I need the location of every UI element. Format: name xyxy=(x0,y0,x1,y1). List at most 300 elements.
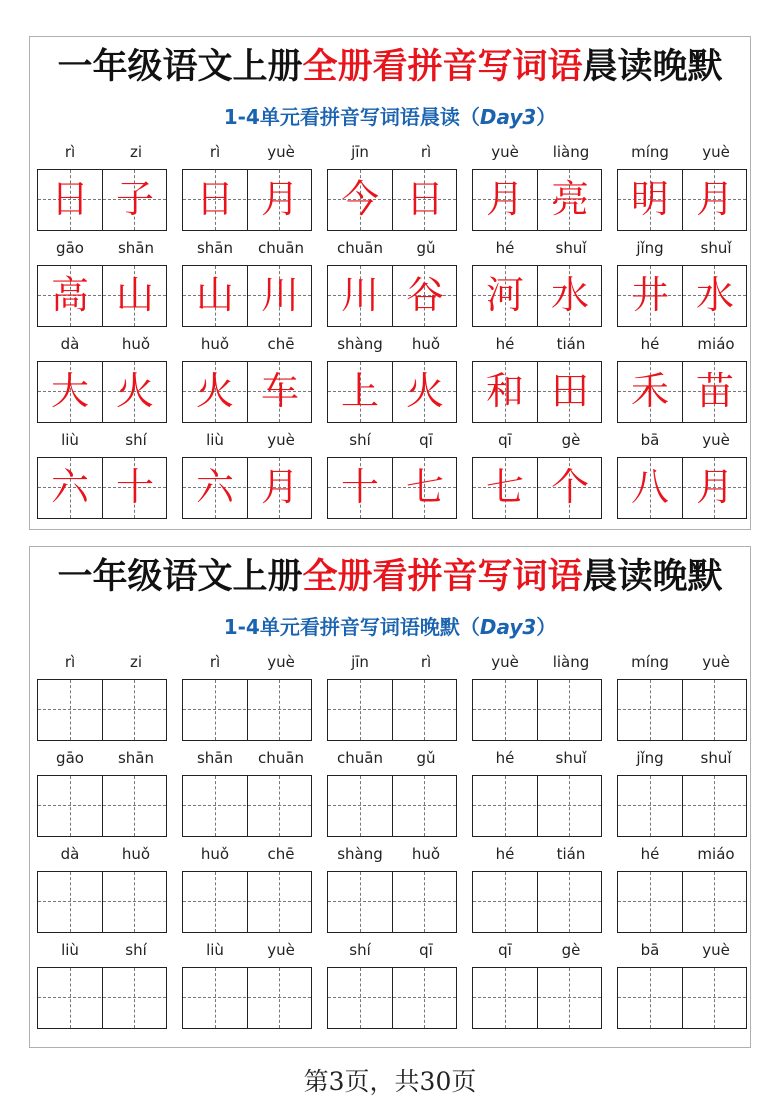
word-pair xyxy=(617,333,749,429)
grid-guide-line xyxy=(473,997,601,998)
hanzi-character: 和 xyxy=(485,369,524,413)
hanzi-character: 火 xyxy=(115,369,154,413)
pinyin-label: yuè xyxy=(491,653,519,671)
word-pair xyxy=(327,333,459,429)
hanzi-character: 日 xyxy=(405,177,444,221)
pinyin-label: míng xyxy=(631,143,669,161)
word-pair xyxy=(37,651,169,747)
hanzi-character: 七 xyxy=(485,465,524,509)
grid-guide-line xyxy=(328,901,456,902)
word-row xyxy=(37,333,751,429)
pinyin-label: gǔ xyxy=(416,239,436,257)
pinyin-label: jǐng xyxy=(636,749,664,767)
subtitle-day: Day3 xyxy=(479,105,537,129)
page-title xyxy=(30,557,750,597)
hanzi-character: 日 xyxy=(50,177,89,221)
word-pair xyxy=(472,939,604,1035)
pinyin-label: shàng xyxy=(337,845,383,863)
grid-guide-line xyxy=(38,709,166,710)
grid-guide-line xyxy=(247,968,248,1028)
pinyin-label: yuè xyxy=(267,143,295,161)
evening-subtitle xyxy=(30,611,750,640)
hanzi-character: 亮 xyxy=(550,177,589,221)
title-part-black-start: 一年级语文上册 xyxy=(57,556,303,597)
tian-zi-box-pair xyxy=(617,265,747,327)
pinyin-label: gāo xyxy=(56,239,84,257)
pinyin-label: chē xyxy=(267,845,295,863)
pinyin-label: shān xyxy=(117,239,155,257)
hanzi-character: 六 xyxy=(50,465,89,509)
pinyin-label: rì xyxy=(64,143,76,161)
grid-guide-line xyxy=(618,805,746,806)
word-row xyxy=(37,747,751,843)
grid-guide-line xyxy=(134,968,135,1028)
pinyin-label: shí xyxy=(349,941,371,959)
word-pair xyxy=(617,237,749,333)
grid-guide-line xyxy=(102,776,103,836)
word-pair xyxy=(37,429,169,525)
grid-guide-line xyxy=(505,776,506,836)
pinyin-label: qī xyxy=(419,431,433,449)
hanzi-character: 川 xyxy=(340,273,379,317)
word-row xyxy=(37,429,751,525)
grid-guide-line xyxy=(134,680,135,740)
grid-guide-line xyxy=(618,709,746,710)
writing-box-pair[interactable] xyxy=(327,679,457,741)
writing-box-pair[interactable] xyxy=(182,871,312,933)
grid-guide-line xyxy=(360,872,361,932)
pinyin-label: qī xyxy=(419,941,433,959)
pinyin-label: huǒ xyxy=(121,845,151,863)
grid-guide-line xyxy=(247,680,248,740)
grid-guide-line xyxy=(183,709,311,710)
hanzi-character: 月 xyxy=(260,465,299,509)
writing-box-pair[interactable] xyxy=(472,679,602,741)
word-pair xyxy=(182,747,314,843)
hanzi-character: 大 xyxy=(50,369,89,413)
grid-guide-line xyxy=(714,776,715,836)
pinyin-label: liù xyxy=(206,431,224,449)
grid-guide-line xyxy=(279,680,280,740)
writing-box-pair[interactable] xyxy=(37,679,167,741)
pinyin-label: miáo xyxy=(697,335,735,353)
hanzi-character: 明 xyxy=(630,177,669,221)
grid-guide-line xyxy=(473,901,601,902)
hanzi-character: 苗 xyxy=(695,369,734,413)
tian-zi-box-pair xyxy=(182,361,312,423)
word-pair xyxy=(37,237,169,333)
pinyin-label: shí xyxy=(125,431,147,449)
hanzi-character: 山 xyxy=(195,273,234,317)
pinyin-label: chuān xyxy=(258,239,304,257)
hanzi-character: 水 xyxy=(550,273,589,317)
hanzi-character: 六 xyxy=(195,465,234,509)
grid-guide-line xyxy=(473,709,601,710)
title-part-red: 全册看拼音写词语 xyxy=(302,556,583,597)
page-title xyxy=(30,47,750,87)
tian-zi-box-pair xyxy=(37,361,167,423)
grid-guide-line xyxy=(505,968,506,1028)
pinyin-label: shí xyxy=(125,941,147,959)
pinyin-label: shàng xyxy=(337,335,383,353)
grid-guide-line xyxy=(38,901,166,902)
hanzi-character: 车 xyxy=(260,369,299,413)
grid-guide-line xyxy=(215,776,216,836)
pinyin-label: dà xyxy=(60,845,80,863)
grid-guide-line xyxy=(505,872,506,932)
pinyin-label: shān xyxy=(196,749,234,767)
pinyin-label: yuè xyxy=(267,653,295,671)
pinyin-label: hé xyxy=(495,749,515,767)
tian-zi-box-pair xyxy=(37,169,167,231)
pinyin-label: chuān xyxy=(258,749,304,767)
grid-guide-line xyxy=(102,680,103,740)
word-pair xyxy=(182,141,314,237)
grid-guide-line xyxy=(328,997,456,998)
word-row xyxy=(37,939,751,1035)
word-pair xyxy=(617,651,749,747)
grid-guide-line xyxy=(102,872,103,932)
writing-box-pair[interactable] xyxy=(617,679,747,741)
grid-guide-line xyxy=(38,997,166,998)
grid-guide-line xyxy=(328,709,456,710)
grid-guide-line xyxy=(424,872,425,932)
writing-box-pair[interactable] xyxy=(472,967,602,1029)
grid-guide-line xyxy=(682,680,683,740)
word-pair xyxy=(327,141,459,237)
grid-guide-line xyxy=(714,872,715,932)
grid-guide-line xyxy=(247,776,248,836)
grid-guide-line xyxy=(392,968,393,1028)
word-grid xyxy=(37,651,751,1035)
word-pair xyxy=(472,237,604,333)
word-pair xyxy=(182,939,314,1035)
pinyin-label: hé xyxy=(495,845,515,863)
pinyin-label: hé xyxy=(640,845,660,863)
grid-guide-line xyxy=(70,680,71,740)
subtitle-text: 1-4单元看拼音写词语晚默（ xyxy=(223,615,480,639)
grid-guide-line xyxy=(183,997,311,998)
tian-zi-box-pair xyxy=(327,265,457,327)
hanzi-character: 八 xyxy=(630,465,669,509)
morning-subtitle xyxy=(30,101,750,130)
grid-guide-line xyxy=(70,968,71,1028)
grid-guide-line xyxy=(360,968,361,1028)
pinyin-label: shān xyxy=(117,749,155,767)
grid-guide-line xyxy=(70,776,71,836)
pinyin-label: liù xyxy=(61,431,79,449)
subtitle-close: ） xyxy=(536,105,557,129)
tian-zi-box-pair xyxy=(327,361,457,423)
word-row xyxy=(37,843,751,939)
hanzi-character: 水 xyxy=(695,273,734,317)
title-part-black-end: 晨读晚默 xyxy=(582,46,723,87)
pinyin-label: huǒ xyxy=(121,335,151,353)
word-pair xyxy=(327,651,459,747)
pinyin-label: jǐng xyxy=(636,239,664,257)
word-pair xyxy=(37,843,169,939)
tian-zi-box-pair xyxy=(327,169,457,231)
tian-zi-box-pair xyxy=(472,169,602,231)
grid-guide-line xyxy=(537,680,538,740)
grid-guide-line xyxy=(134,776,135,836)
pinyin-label: rì xyxy=(209,653,221,671)
word-pair xyxy=(617,747,749,843)
grid-guide-line xyxy=(392,872,393,932)
pinyin-label: gè xyxy=(561,941,581,959)
writing-box-pair[interactable] xyxy=(617,871,747,933)
grid-guide-line xyxy=(215,872,216,932)
pinyin-label: liù xyxy=(206,941,224,959)
grid-guide-line xyxy=(70,872,71,932)
word-pair xyxy=(472,429,604,525)
grid-guide-line xyxy=(714,968,715,1028)
hanzi-character: 川 xyxy=(260,273,299,317)
title-part-black-start: 一年级语文上册 xyxy=(57,46,303,87)
pinyin-label: huǒ xyxy=(411,335,441,353)
hanzi-character: 河 xyxy=(485,273,524,317)
word-row xyxy=(37,651,751,747)
grid-guide-line xyxy=(424,968,425,1028)
writing-box-pair[interactable] xyxy=(182,775,312,837)
pinyin-label: tián xyxy=(556,335,586,353)
tian-zi-box-pair xyxy=(617,169,747,231)
subtitle-close: ） xyxy=(536,615,557,639)
pinyin-label: yuè xyxy=(267,431,295,449)
pinyin-label: tián xyxy=(556,845,586,863)
pinyin-label: shuǐ xyxy=(555,749,587,767)
hanzi-character: 月 xyxy=(485,177,524,221)
grid-guide-line xyxy=(569,968,570,1028)
word-pair xyxy=(327,429,459,525)
hanzi-character: 日 xyxy=(195,177,234,221)
pinyin-label: rì xyxy=(209,143,221,161)
tian-zi-box-pair xyxy=(182,457,312,519)
writing-box-pair[interactable] xyxy=(182,679,312,741)
word-pair xyxy=(182,237,314,333)
word-pair xyxy=(182,333,314,429)
hanzi-character: 月 xyxy=(695,177,734,221)
hanzi-character: 禾 xyxy=(630,369,669,413)
morning-reading-panel xyxy=(29,36,751,530)
pinyin-label: shān xyxy=(196,239,234,257)
grid-guide-line xyxy=(537,872,538,932)
tian-zi-box-pair xyxy=(182,265,312,327)
grid-guide-line xyxy=(569,776,570,836)
evening-dictation-panel xyxy=(29,546,751,1048)
writing-box-pair[interactable] xyxy=(327,775,457,837)
word-pair xyxy=(37,141,169,237)
word-pair xyxy=(472,747,604,843)
tian-zi-box-pair xyxy=(472,457,602,519)
hanzi-character: 山 xyxy=(115,273,154,317)
tian-zi-box-pair xyxy=(182,169,312,231)
title-part-black-end: 晨读晚默 xyxy=(582,556,723,597)
word-row xyxy=(37,237,751,333)
subtitle-text: 1-4单元看拼音写词语晨读（ xyxy=(223,105,480,129)
grid-guide-line xyxy=(682,968,683,1028)
grid-guide-line xyxy=(215,680,216,740)
grid-guide-line xyxy=(279,872,280,932)
grid-guide-line xyxy=(360,680,361,740)
grid-guide-line xyxy=(650,968,651,1028)
word-pair xyxy=(617,843,749,939)
pinyin-label: liàng xyxy=(552,143,590,161)
pinyin-label: shí xyxy=(349,431,371,449)
grid-guide-line xyxy=(618,901,746,902)
hanzi-character: 月 xyxy=(695,465,734,509)
word-pair xyxy=(327,237,459,333)
pinyin-label: yuè xyxy=(267,941,295,959)
grid-guide-line xyxy=(279,968,280,1028)
pinyin-label: rì xyxy=(420,653,432,671)
pinyin-label: chuān xyxy=(337,239,383,257)
hanzi-character: 田 xyxy=(550,369,589,413)
pinyin-label: miáo xyxy=(697,845,735,863)
grid-guide-line xyxy=(537,968,538,1028)
grid-guide-line xyxy=(328,805,456,806)
word-pair xyxy=(472,651,604,747)
pinyin-label: jīn xyxy=(351,143,369,161)
tian-zi-box-pair xyxy=(472,361,602,423)
grid-guide-line xyxy=(650,872,651,932)
writing-box-pair[interactable] xyxy=(327,967,457,1029)
word-pair xyxy=(182,429,314,525)
pinyin-label: míng xyxy=(631,653,669,671)
hanzi-character: 个 xyxy=(550,465,589,509)
hanzi-character: 火 xyxy=(405,369,444,413)
word-pair xyxy=(617,939,749,1035)
word-pair xyxy=(182,651,314,747)
page-footer: 第3页，共30页 xyxy=(303,1067,477,1096)
word-pair xyxy=(327,747,459,843)
pinyin-label: huǒ xyxy=(200,335,230,353)
grid-guide-line xyxy=(215,968,216,1028)
word-pair xyxy=(327,939,459,1035)
word-pair xyxy=(37,747,169,843)
word-row xyxy=(37,141,751,237)
pinyin-label: shuǐ xyxy=(700,239,732,257)
pinyin-label: huǒ xyxy=(411,845,441,863)
word-pair xyxy=(37,939,169,1035)
pinyin-label: zi xyxy=(129,653,143,671)
pinyin-label: gè xyxy=(561,431,581,449)
pinyin-label: bā xyxy=(640,431,660,449)
pinyin-label: qī xyxy=(498,941,512,959)
writing-box-pair[interactable] xyxy=(37,871,167,933)
grid-guide-line xyxy=(650,776,651,836)
grid-guide-line xyxy=(473,805,601,806)
writing-box-pair[interactable] xyxy=(617,967,747,1029)
pinyin-label: qī xyxy=(498,431,512,449)
grid-guide-line xyxy=(424,776,425,836)
tian-zi-box-pair xyxy=(617,361,747,423)
word-pair xyxy=(472,843,604,939)
pinyin-label: chē xyxy=(267,335,295,353)
hanzi-character: 火 xyxy=(195,369,234,413)
pinyin-label: shuǐ xyxy=(555,239,587,257)
tian-zi-box-pair xyxy=(617,457,747,519)
pinyin-label: liàng xyxy=(552,653,590,671)
pinyin-label: rì xyxy=(420,143,432,161)
tian-zi-box-pair xyxy=(327,457,457,519)
hanzi-character: 今 xyxy=(340,177,379,221)
pinyin-label: gāo xyxy=(56,749,84,767)
tian-zi-box-pair xyxy=(37,457,167,519)
grid-guide-line xyxy=(279,776,280,836)
pinyin-label: huǒ xyxy=(200,845,230,863)
pinyin-label: hé xyxy=(495,239,515,257)
pinyin-label: bā xyxy=(640,941,660,959)
hanzi-character: 子 xyxy=(115,177,154,221)
pinyin-label: yuè xyxy=(702,143,730,161)
hanzi-character: 月 xyxy=(260,177,299,221)
pinyin-label: zi xyxy=(129,143,143,161)
pinyin-label: hé xyxy=(495,335,515,353)
writing-box-pair[interactable] xyxy=(37,967,167,1029)
grid-guide-line xyxy=(134,872,135,932)
word-grid xyxy=(37,141,751,525)
word-pair xyxy=(37,333,169,429)
grid-guide-line xyxy=(505,680,506,740)
writing-box-pair[interactable] xyxy=(472,775,602,837)
writing-box-pair[interactable] xyxy=(327,871,457,933)
word-pair xyxy=(327,843,459,939)
writing-box-pair[interactable] xyxy=(472,871,602,933)
grid-guide-line xyxy=(424,680,425,740)
pinyin-label: dà xyxy=(60,335,80,353)
grid-guide-line xyxy=(392,680,393,740)
pinyin-label: yuè xyxy=(491,143,519,161)
grid-guide-line xyxy=(102,968,103,1028)
grid-guide-line xyxy=(650,680,651,740)
grid-guide-line xyxy=(714,680,715,740)
grid-guide-line xyxy=(183,901,311,902)
grid-guide-line xyxy=(618,997,746,998)
subtitle-day: Day3 xyxy=(479,615,537,639)
hanzi-character: 十 xyxy=(115,465,154,509)
grid-guide-line xyxy=(392,776,393,836)
pinyin-label: hé xyxy=(640,335,660,353)
hanzi-character: 七 xyxy=(405,465,444,509)
writing-box-pair[interactable] xyxy=(37,775,167,837)
pinyin-label: yuè xyxy=(702,431,730,449)
grid-guide-line xyxy=(682,776,683,836)
title-part-red: 全册看拼音写词语 xyxy=(302,46,583,87)
writing-box-pair[interactable] xyxy=(182,967,312,1029)
pinyin-label: liù xyxy=(61,941,79,959)
word-pair xyxy=(472,141,604,237)
hanzi-character: 上 xyxy=(340,369,379,413)
word-pair xyxy=(617,141,749,237)
grid-guide-line xyxy=(569,872,570,932)
word-pair xyxy=(617,429,749,525)
writing-box-pair[interactable] xyxy=(617,775,747,837)
word-pair xyxy=(182,843,314,939)
grid-guide-line xyxy=(537,776,538,836)
grid-guide-line xyxy=(183,805,311,806)
grid-guide-line xyxy=(569,680,570,740)
grid-guide-line xyxy=(360,776,361,836)
hanzi-character: 高 xyxy=(50,273,89,317)
grid-guide-line xyxy=(247,872,248,932)
pinyin-label: chuān xyxy=(337,749,383,767)
grid-guide-line xyxy=(682,872,683,932)
pinyin-label: rì xyxy=(64,653,76,671)
hanzi-character: 十 xyxy=(340,465,379,509)
hanzi-character: 井 xyxy=(630,273,669,317)
hanzi-character: 谷 xyxy=(405,273,444,317)
